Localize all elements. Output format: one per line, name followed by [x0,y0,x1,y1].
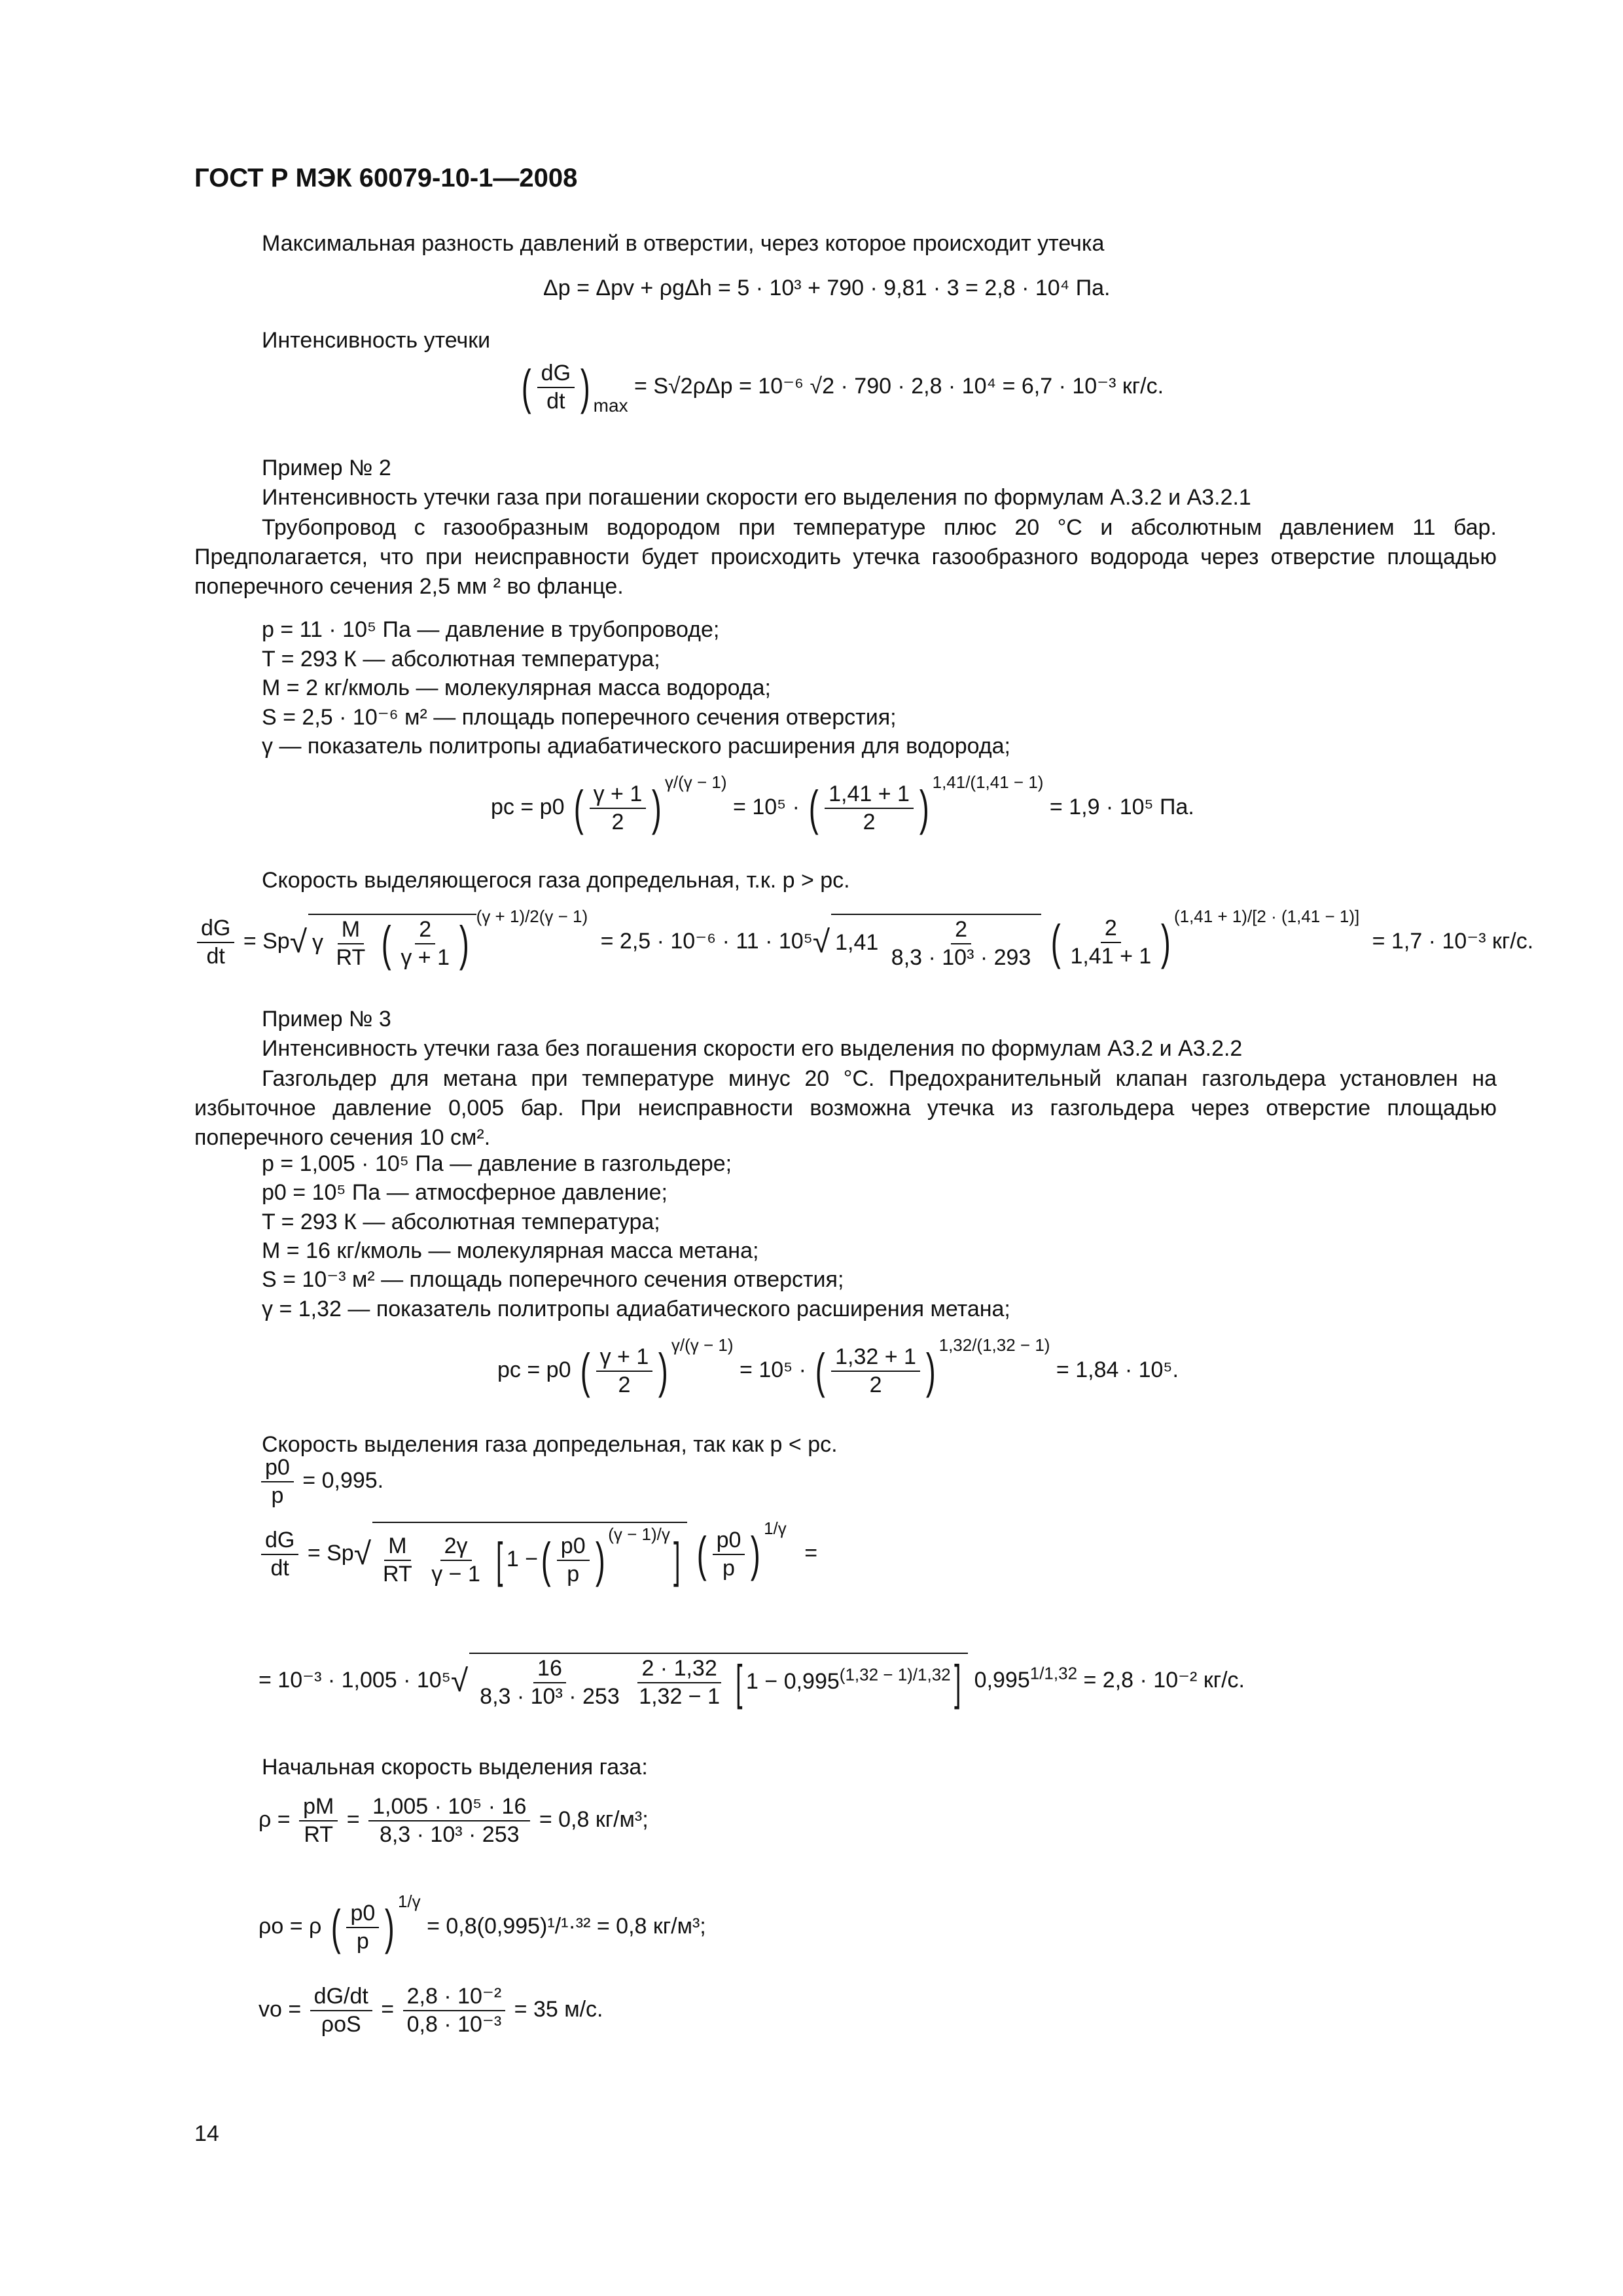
formula-leak-rate-h2: $\frac{dG}{dt}$ = Sp√ γ $\frac{M}{RT}$ ( $\frac{2}{\gamma + 1}$ )$^{(\gamma + 1)/2(\gamma - 1)}$ = 2,5 · 10⁻⁶ · 11 · 10⁵√ 1,41 $\frac{2}{\text{8,3 · 10³ · 293}}$ ( $\frac{2}{1,41 + 1}$ ) $^{(1,41 + 1)/[2 \cdot (1,41 - 1)]}$ = 1,7 · 10⁻³ кг/с. [194,906,1533,971]
formula-leak-rate-ch4-general: $\frac{dG}{dt}$ = Sp√ $\frac{M}{RT}$ $\frac{2\gamma}{\gamma - 1}$ [ 1 −( $\frac{p0}{p}$ ) $^{(\gamma - 1)/\gamma}$] ( $\frac{p0}{p}$ ) $^{1/\gamma}$ = [259,1518,817,1587]
example-3-paragraph: Газгольдер для метана при температуре минус 20 °С. Предохранительный клапан газгольдера установлен на избыточное давление 0,005 бар. При неисправности возможна утечка из газгольдера через отверстие площадью поперечного сечения 10 см². [194,1066,1497,1150]
page-number: 14 [194,2121,219,2146]
example-2-title: Пример № 2 [262,456,391,480]
example-2-speed-line: Скорость выделяющегося газа допредельная, т.к. p > pc. [262,868,850,893]
formula-leak-intensity: ( $\frac{dG}{dt}$ ) $_{max}$ = S√2ρΔp = 10⁻⁶ √2 · 790 · 2,8 · 10⁴ = 6,7 · 10⁻³ кг/с. [521,359,1164,416]
example-3-title: Пример № 3 [262,1007,391,1031]
intro-line-2: Интенсивность утечки [262,328,491,353]
formula-pressure-ratio: $\frac{p0}{p}$ = 0,995. [259,1454,383,1509]
formula-initial-density: ρo = ρ ( $\frac{p0}{p}$ ) $^{1/\gamma}$ = 0,8(0,995)¹/¹·³² = 0,8 кг/м³; [259,1892,706,1955]
intro-line-1: Максимальная разность давлений в отверстии, через которое происходит утечка [262,231,1105,256]
example-3-def: p = 1,005 · 10⁵ Па — давление в газгольдере; [262,1151,732,1176]
example-3-def: γ = 1,32 — показатель политропы адиабатического расширения метана; [262,1297,1010,1321]
example-2-def: M = 2 кг/кмоль — молекулярная масса водорода; [262,675,771,700]
example-3-def: T = 293 К — абсолютная температура; [262,1210,660,1234]
example-2-subtitle: Интенсивность утечки газа при погашении скорости его выделения по формулам А.3.2 и А3.2.1 [262,485,1251,510]
formula-critical-pressure-ch4: pc = p0 ( $\frac{\gamma + 1}{2}$ ) $^{\gamma/(\gamma - 1)}$ = 10⁵ · ( $\frac{1,32 + 1}{2}$ ) $^{1,32/(1,32 - 1)}$ = 1,84 · 10⁵. [497,1335,1179,1399]
formula-density: ρ = $\frac{pM}{RT}$ = $\frac{\text{1,005 · 10⁵ · 16}}{\text{8,3 · 10³ · 253}}$ = 0,8 кг/м³; [259,1794,649,1847]
formula-pressure-difference: Δp = Δpv + ρgΔh = 5 · 10³ + 790 · 9,81 · 3 = 2,8 · 10⁴ Па. [543,276,1111,300]
formula-initial-velocity: vo = dG/dt ρoS = $\frac{\text{2,8 · 10⁻²}}{\text{0,8 · 10⁻³}}$ = 35 м/с. [259,1984,603,2037]
example-3-init-line: Начальная скорость выделения газа: [262,1755,648,1780]
example-2-def: T = 293 К — абсолютная температура; [262,647,660,672]
formula-leak-rate-ch4-numeric: = 10⁻³ · 1,005 · 10⁵√ $\frac{16}{\text{8,3 · 10³ · 253}}$ $\frac{2 \cdot 1,32}{1,32 - 1}$ [ $1 - 0,995^{(1,32 - 1)/1,32}$] $0,995^{1/1,32} = 2,8 \cdot 10^{-2}$ кг/с. [259,1653,1245,1710]
example-2-def: γ — показатель политропы адиабатического расширения для водорода; [262,734,1010,759]
document-header: ГОСТ Р МЭК 60079-10-1—2008 [194,164,578,192]
example-3-def: M = 16 кг/кмоль — молекулярная масса метана; [262,1238,759,1263]
example-2-paragraph: Трубопровод с газообразным водородом при температуре плюс 20 °С и абсолютным давлением 11 бар. Предполагается, что при неисправности будет происходить утечка газообразного водорода через отверстие площадью поперечного сечения 2,5 мм ² во фланце. [194,515,1497,599]
example-2-def: p = 11 · 10⁵ Па — давление в трубопроводе; [262,617,720,642]
example-3-speed-line: Скорость выделения газа допредельная, так как p < pc. [262,1432,838,1457]
example-3-def: p0 = 10⁵ Па — атмосферное давление; [262,1180,668,1205]
example-3-def: S = 10⁻³ м² — площадь поперечного сечения отверстия; [262,1267,844,1292]
example-2-def: S = 2,5 · 10⁻⁶ м² — площадь поперечного сечения отверстия; [262,705,897,730]
formula-critical-pressure-h2: pc = p0 ( $\frac{\gamma + 1}{2}$ ) $^{\gamma/(\gamma - 1)}$ = 10⁵ · ( $\frac{1,41 + 1}{2}$ ) $^{1,41/(1,41 - 1)}$ = 1,9 · 10⁵ Па. [491,772,1194,836]
example-3-subtitle: Интенсивность утечки газа без погашения скорости его выделения по формулам А3.2 и А3.2.2 [262,1036,1243,1061]
